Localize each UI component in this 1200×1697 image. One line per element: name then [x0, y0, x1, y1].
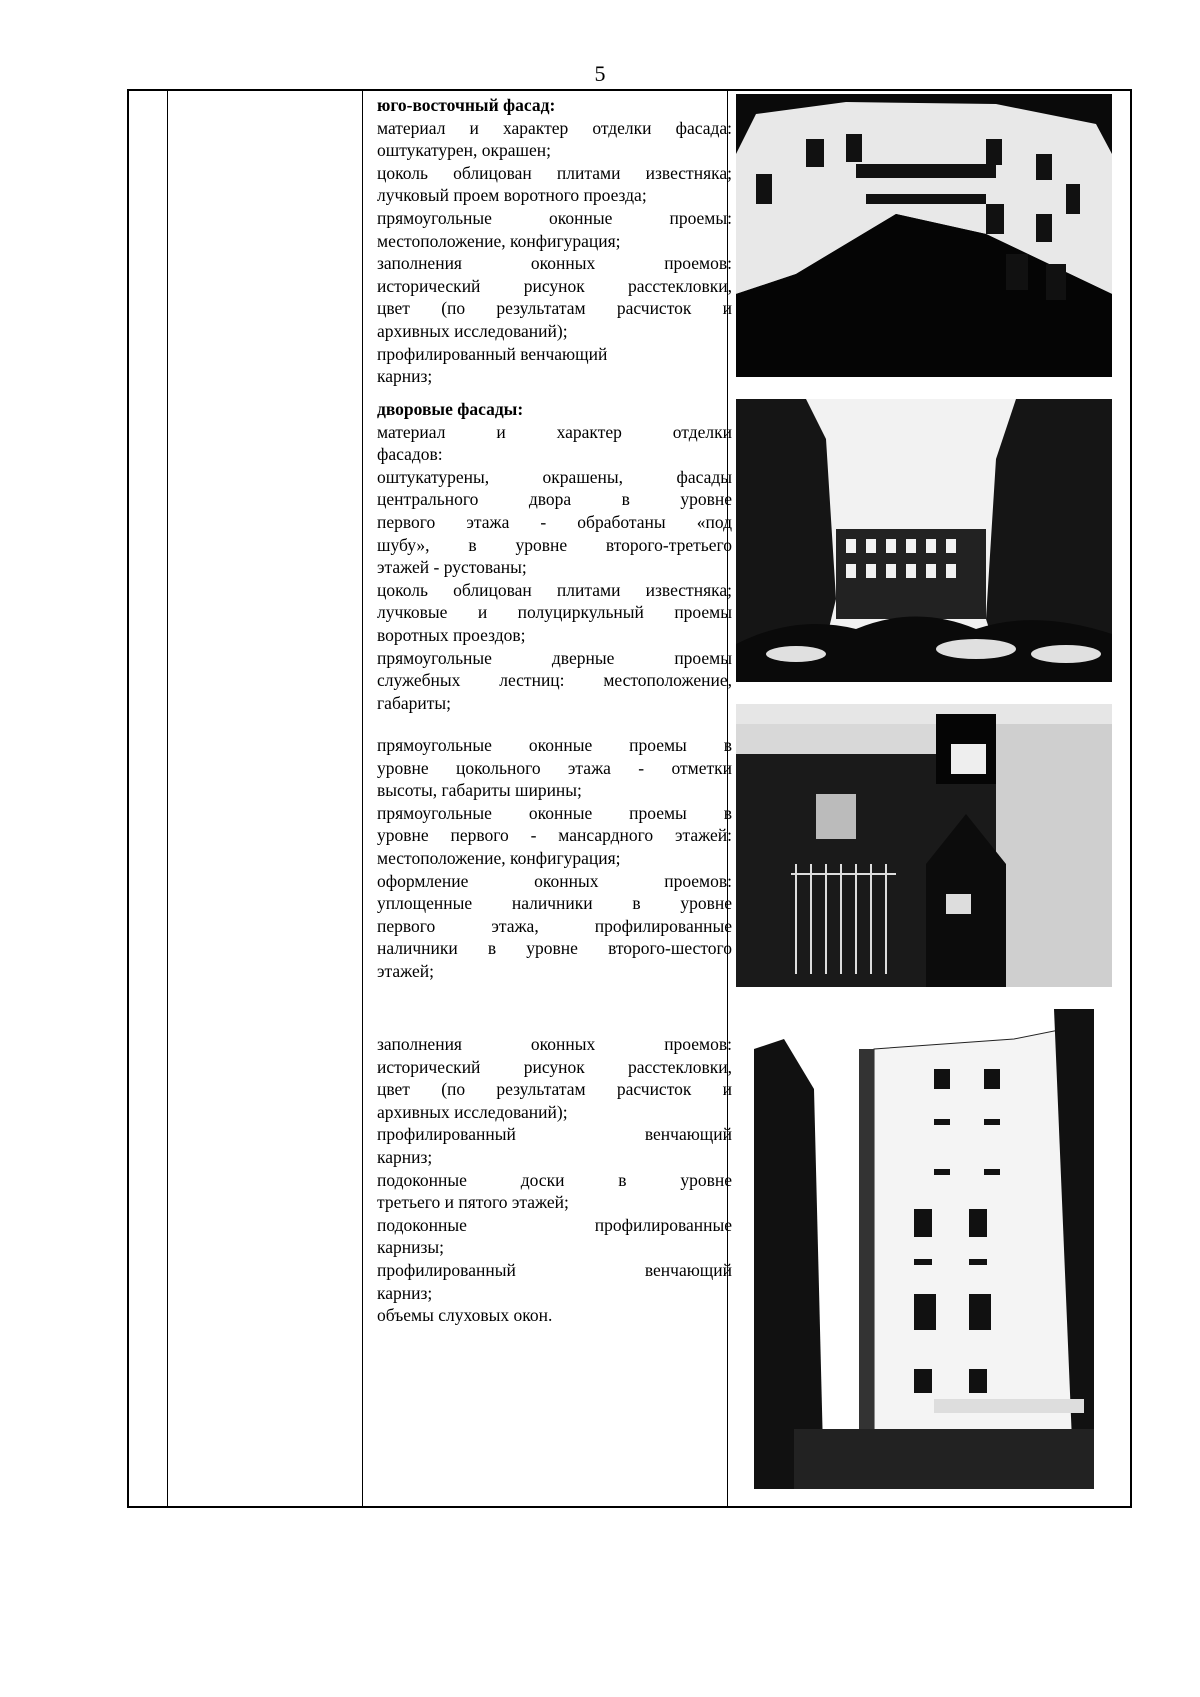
text-line: карнизы; [377, 1237, 445, 1258]
text-line: цоколь облицован плитами известняка; [377, 162, 732, 183]
text-line: местоположение, конфигурация; [377, 230, 621, 251]
text-line: объемы слуховых окон. [377, 1305, 553, 1326]
text-line: фасадов: [377, 444, 443, 465]
text-line: уплощенные наличники в уровне [377, 893, 732, 914]
text-line: заполнения оконных проемов: [377, 1034, 732, 1054]
photo-courtyard-facade-vertical [754, 1009, 1094, 1489]
column-divider-1 [167, 91, 168, 1506]
text-line: служебных лестниц: местоположение, [377, 670, 732, 691]
text-line: цвет (по результатам расчисток и [377, 1079, 732, 1100]
text-line: карниз; [377, 366, 433, 387]
text-line: заполнения оконных проемов: [377, 253, 732, 274]
text-line: воротных проездов; [377, 624, 526, 645]
photo-entrance-gate [736, 704, 1112, 987]
text-line: первого этажа, профилированные [377, 915, 732, 936]
text-block-window-fillings [377, 1033, 732, 1327]
features-column [377, 94, 732, 1506]
text-line: исторический рисунок расстекловки, [377, 1056, 732, 1077]
text-line: местоположение, конфигурация; [377, 847, 621, 868]
text-line: лучковые и полуциркульный проемы [377, 602, 732, 623]
text-line: центрального двора в уровне [377, 489, 732, 510]
text-line: прямоугольные оконные проемы в [377, 802, 732, 823]
description-table [127, 89, 1132, 1508]
text-line: этажей - рустованы; [377, 557, 527, 578]
page-number: 5 [594, 61, 606, 86]
text-line: профилированный венчающий [377, 1259, 732, 1280]
text-line: этажей; [377, 960, 434, 981]
text-line: цоколь облицован плитами известняка; [377, 579, 732, 600]
text-line: оштукатурены, окрашены, фасады [377, 466, 732, 487]
text-line: оформление оконных проемов: [377, 870, 732, 891]
text-line: архивных исследований); [377, 1101, 568, 1122]
column-divider-2 [362, 91, 363, 1506]
text-line: исторический рисунок расстекловки, [377, 275, 732, 296]
text-line: карниз; [377, 1146, 433, 1167]
text-block-courtyard-facades [377, 398, 732, 714]
text-line: архивных исследований); [377, 320, 568, 341]
text-block-southeast-facade [377, 94, 732, 388]
text-line: прямоугольные оконные проемы: [377, 207, 732, 228]
text-line: юго-восточный фасад: [377, 95, 556, 115]
photo-courtyard [736, 399, 1112, 682]
text-line: материал и характер отделки [377, 421, 732, 442]
text-line: профилированный венчающий [377, 343, 608, 364]
text-line: дворовые фасады: [377, 399, 524, 419]
text-line: первого этажа - обработаны «под [377, 511, 732, 532]
text-line: оштукатурен, окрашен; [377, 140, 551, 161]
text-line: третьего и пятого этажей; [377, 1192, 569, 1213]
text-line: подоконные доски в уровне [377, 1169, 732, 1190]
text-line: высоты, габариты ширины; [377, 780, 582, 801]
text-line: шубу», в уровне второго-третьего [377, 534, 732, 555]
text-line: лучковый проем воротного проезда; [377, 185, 647, 206]
text-line: карниз; [377, 1282, 433, 1303]
text-line: подоконные профилированные [377, 1214, 732, 1235]
text-line: материал и характер отделки фасада: [377, 117, 732, 138]
text-block-window-openings [377, 734, 732, 983]
text-line: габариты; [377, 692, 451, 713]
text-line: уровне первого - мансардного этажей: [377, 825, 732, 846]
text-line: прямоугольные дверные проемы [377, 647, 732, 668]
text-line: цвет (по результатам расчисток и [377, 298, 732, 319]
text-line: профилированный венчающий [377, 1124, 732, 1145]
text-line: прямоугольные оконные проемы в [377, 735, 732, 755]
text-line: уровне цокольного этажа - отметки [377, 757, 732, 778]
text-line: наличники в уровне второго-шестого [377, 938, 732, 959]
photo-southeast-facade [736, 94, 1112, 377]
